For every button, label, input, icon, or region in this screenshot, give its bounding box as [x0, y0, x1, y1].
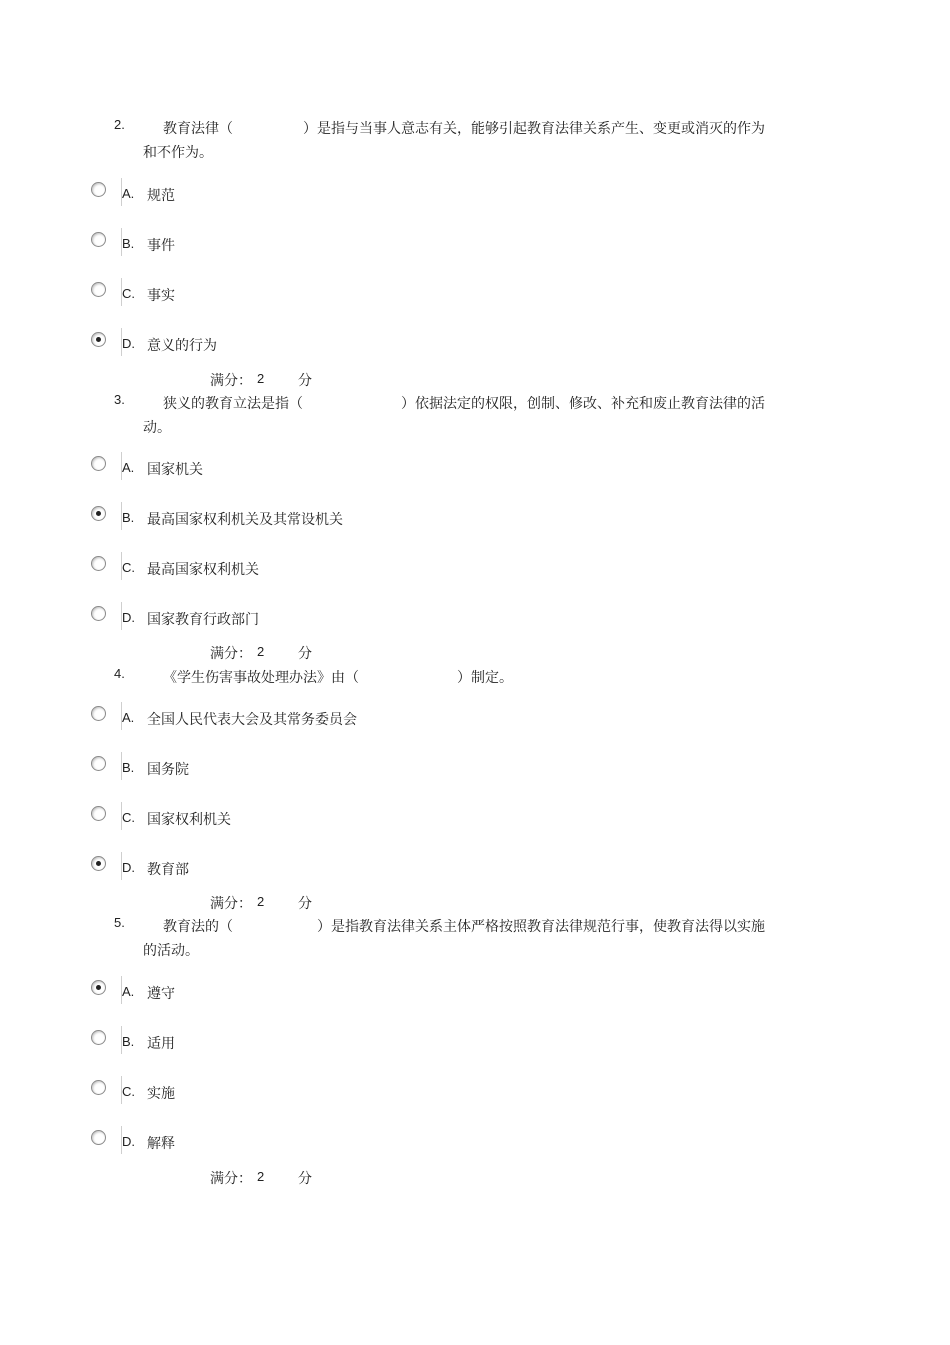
- option-5d[interactable]: [0, 1130, 950, 1160]
- option-text: 解释: [147, 1136, 175, 1152]
- radio-button[interactable]: [91, 232, 106, 247]
- option-letter: C.: [122, 1084, 135, 1099]
- score-label: 满分：: [210, 373, 252, 389]
- question-text: 教育法的（ ）是指教育法律关系主体严格按照教育法律规范行事，使教育法得以实施的活动。: [143, 919, 765, 959]
- radio-button[interactable]: [91, 756, 106, 771]
- option-text: 实施: [147, 1086, 175, 1102]
- option-letter: A.: [122, 460, 135, 475]
- question-number: 5.: [114, 915, 125, 930]
- question-text: 《学生伤害事故处理办法》由（ ）制定。: [163, 670, 513, 686]
- option-text: 全国人民代表大会及其常务委员会: [147, 712, 357, 728]
- score-value: 2: [257, 1169, 265, 1184]
- radio-button[interactable]: [91, 806, 106, 821]
- radio-button[interactable]: [91, 282, 106, 297]
- option-letter: B.: [122, 1034, 135, 1049]
- score-label: 满分：: [210, 1171, 252, 1187]
- option-letter: C.: [122, 810, 135, 825]
- option-letter: B.: [122, 760, 135, 775]
- option-4b[interactable]: [0, 756, 950, 786]
- option-letter: D.: [122, 860, 135, 875]
- radio-button-selected[interactable]: [91, 506, 106, 521]
- radio-button[interactable]: [91, 182, 106, 197]
- option-text: 最高国家权利机关及其常设机关: [147, 512, 343, 528]
- radio-button[interactable]: [91, 706, 106, 721]
- question-text: 教育法律（ ）是指与当事人意志有关，能够引起教育法律关系产生、变更或消灭的作为和不作为。: [143, 121, 765, 161]
- radio-button[interactable]: [91, 1030, 106, 1045]
- option-letter: A.: [122, 984, 135, 999]
- option-text: 事件: [147, 238, 175, 254]
- option-letter: D.: [122, 610, 135, 625]
- score-unit: 分: [298, 896, 312, 912]
- option-text: 国家机关: [147, 462, 203, 478]
- radio-button[interactable]: [91, 456, 106, 471]
- radio-button-selected[interactable]: [91, 332, 106, 347]
- option-letter: D.: [122, 336, 135, 351]
- radio-button[interactable]: [91, 556, 106, 571]
- radio-button[interactable]: [91, 606, 106, 621]
- score-unit: 分: [298, 1171, 312, 1187]
- score-value: 2: [257, 371, 265, 386]
- radio-button[interactable]: [91, 1130, 106, 1145]
- option-letter: B.: [122, 510, 135, 525]
- radio-button-selected[interactable]: [91, 856, 106, 871]
- option-5b[interactable]: [0, 1030, 950, 1060]
- score-label: 满分：: [210, 896, 252, 912]
- option-text: 意义的行为: [147, 338, 217, 354]
- option-3c[interactable]: [0, 556, 950, 586]
- radio-button-selected[interactable]: [91, 980, 106, 995]
- option-2d[interactable]: [0, 332, 950, 362]
- option-letter: C.: [122, 286, 135, 301]
- option-letter: A.: [122, 710, 135, 725]
- option-text: 国务院: [147, 762, 189, 778]
- option-4a[interactable]: [0, 706, 950, 736]
- question-number: 4.: [114, 666, 125, 681]
- option-text: 最高国家权利机关: [147, 562, 259, 578]
- score-unit: 分: [298, 373, 312, 389]
- option-text: 规范: [147, 188, 175, 204]
- option-5c[interactable]: [0, 1080, 950, 1110]
- score-value: 2: [257, 894, 265, 909]
- option-3d[interactable]: [0, 606, 950, 636]
- question-number: 3.: [114, 392, 125, 407]
- score-label: 满分：: [210, 646, 252, 662]
- score-value: 2: [257, 644, 265, 659]
- option-text: 国家权利机关: [147, 812, 231, 828]
- option-text: 国家教育行政部门: [147, 612, 259, 628]
- option-2b[interactable]: [0, 232, 950, 262]
- option-5a[interactable]: [0, 980, 950, 1010]
- option-letter: A.: [122, 186, 135, 201]
- radio-button[interactable]: [91, 1080, 106, 1095]
- question-number: 2.: [114, 117, 125, 132]
- option-4d[interactable]: [0, 856, 950, 886]
- option-text: 教育部: [147, 862, 189, 878]
- score-unit: 分: [298, 646, 312, 662]
- option-letter: D.: [122, 1134, 135, 1149]
- option-letter: C.: [122, 560, 135, 575]
- option-text: 事实: [147, 288, 175, 304]
- option-text: 遵守: [147, 986, 175, 1002]
- option-2a[interactable]: [0, 182, 950, 212]
- option-2c[interactable]: [0, 282, 950, 312]
- option-letter: B.: [122, 236, 135, 251]
- option-3a[interactable]: [0, 456, 950, 486]
- question-text: 狭义的教育立法是指（ ）依据法定的权限，创制、修改、补充和废止教育法律的活动。: [143, 396, 765, 436]
- option-3b[interactable]: [0, 506, 950, 536]
- option-4c[interactable]: [0, 806, 950, 836]
- option-text: 适用: [147, 1036, 175, 1052]
